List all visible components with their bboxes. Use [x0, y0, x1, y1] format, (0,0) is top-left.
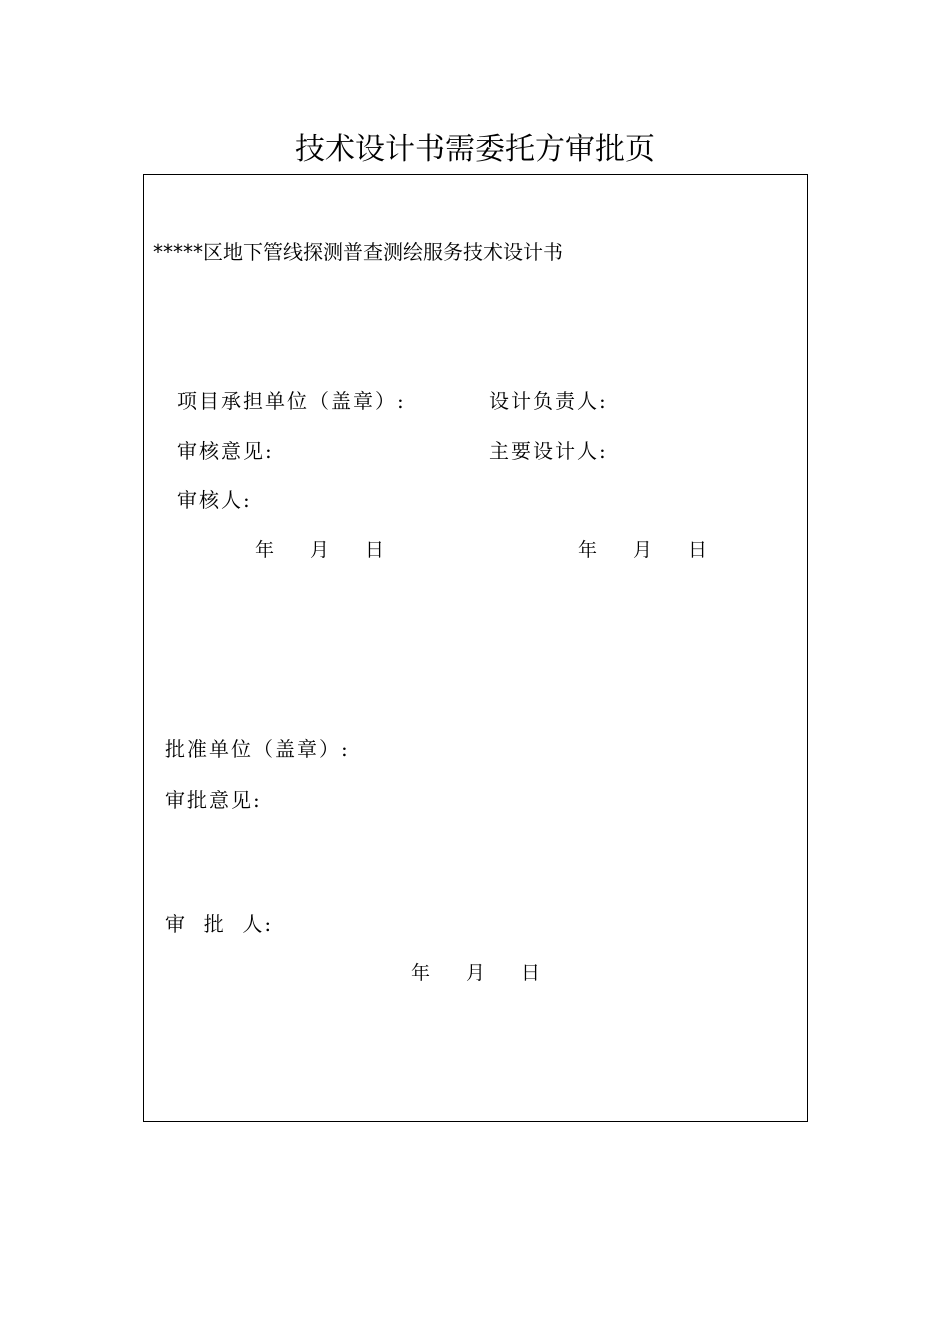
date-month: 月	[310, 539, 330, 561]
reviewer-date	[255, 536, 384, 564]
design-lead-label: 设计负责人:	[489, 389, 608, 413]
document-name: *****区地下管线探测普查测绘服务技术设计书	[153, 240, 563, 264]
approver-date	[411, 959, 540, 987]
date-month: 月	[633, 539, 653, 561]
date-year: 年	[578, 539, 598, 561]
main-designer-label: 主要设计人:	[489, 439, 608, 463]
date-month: 月	[466, 962, 486, 984]
page-title: 技术设计书需委托方审批页	[295, 132, 655, 167]
reviewer-label: 审核人:	[177, 488, 252, 512]
date-day: 日	[521, 962, 541, 984]
review-opinion-label: 审核意见:	[177, 439, 274, 463]
approval-unit-label: 批准单位（盖章）:	[165, 737, 350, 761]
approver-label: 审 批 人:	[165, 912, 274, 936]
approval-opinion-label: 审批意见:	[165, 788, 262, 812]
date-day: 日	[365, 539, 385, 561]
date-day: 日	[688, 539, 708, 561]
date-year: 年	[411, 962, 431, 984]
undertaking-unit-label: 项目承担单位（盖章）:	[177, 389, 406, 413]
date-year: 年	[255, 539, 275, 561]
designer-date	[578, 536, 707, 564]
